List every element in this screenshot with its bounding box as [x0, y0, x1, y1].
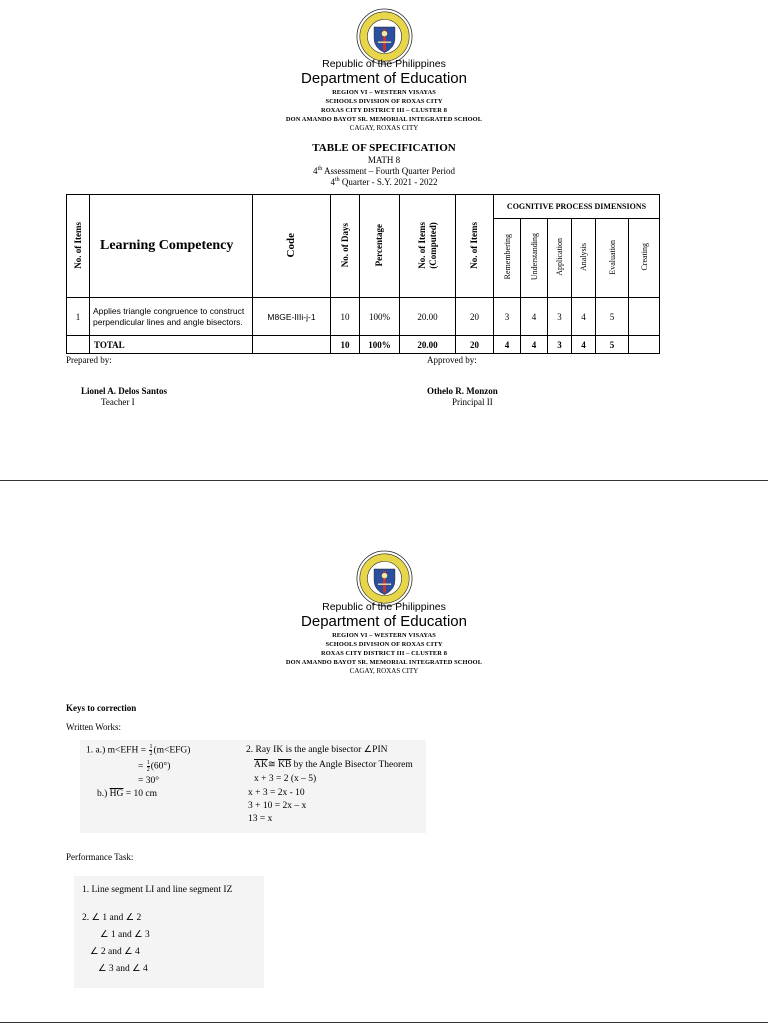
written-works-answers [80, 740, 426, 833]
school-text: DON AMANDO BAYOT SR. MEMORIAL INTEGRATED SCHOOL [285, 659, 483, 666]
row-understanding: 4 [521, 298, 548, 336]
tos-page [0, 0, 768, 480]
table-row [67, 298, 660, 336]
ww-answer-2-line4: x + 3 = 2x - 10 [248, 788, 305, 798]
pt-answer-2-line2: ∠ 1 and ∠ 3 [100, 930, 150, 940]
row-items: 20 [456, 298, 494, 336]
dim-header-evaluation: Evaluation [596, 219, 629, 298]
region-text: REGION VI – WESTERN VISAYAS [332, 89, 436, 96]
department-text: Department of Education [301, 613, 467, 630]
total-label: TOTAL [90, 336, 253, 354]
total-understanding: 4 [521, 336, 548, 354]
deped-seal-icon [356, 8, 413, 65]
row-code: M8GE-IIIi-j-1 [253, 298, 331, 336]
ww-answer-2-line2: $\overline{AK}≅$ $\overline{KB}$ by the Angle Bisector Theorem [254, 760, 413, 770]
approved-by-label: Approved by: [427, 355, 477, 365]
dim-header-analysis: Analysis [572, 219, 596, 298]
district-text: ROXAS CITY DISTRICT III – CLUSTER 8 [320, 650, 448, 657]
total-creating [629, 336, 660, 354]
prepared-by-label: Prepared by: [66, 355, 112, 365]
row-creating [629, 298, 660, 336]
approver-name: Othelo R. Monzon [427, 386, 498, 396]
dim-header-remembering: Remembering [494, 219, 521, 298]
total-remembering: 4 [494, 336, 521, 354]
ww-answer-2-line6: 13 = x [248, 814, 273, 824]
col-header-no-items-left: No. of Items [67, 195, 90, 298]
letterhead [0, 58, 768, 133]
ww-answer-2-line3: x + 3 = 2 (x – 5) [254, 774, 317, 784]
department-text: Department of Education [301, 70, 467, 87]
keys-title: Keys to correction [66, 703, 137, 713]
written-works-label: Written Works: [66, 722, 121, 732]
pt-answer-1: 1. Line segment LI and line segment IZ [82, 885, 233, 895]
col-header-computed: No. of Items (Computed) [400, 195, 456, 298]
tos-table [66, 194, 660, 354]
total-row [67, 336, 660, 354]
city-text: CAGAY, ROXAS CITY [349, 124, 419, 132]
tos-title: TABLE OF SPECIFICATION [312, 142, 456, 154]
row-days: 10 [331, 298, 360, 336]
ww-answer-1b: b.) $\overline{HG} = 10$ cm [97, 789, 157, 799]
dim-header-creating: Creating [629, 219, 660, 298]
region-text: REGION VI – WESTERN VISAYAS [332, 632, 436, 639]
total-computed: 20.00 [400, 336, 456, 354]
republic-text: Republic of the Philippines [322, 58, 446, 70]
tos-subject: MATH 8 [367, 155, 401, 165]
total-analysis: 4 [572, 336, 596, 354]
col-header-percentage: Percentage [360, 195, 400, 298]
preparer-name: Lionel A. Delos Santos [81, 386, 168, 396]
keys-page [0, 482, 768, 1023]
total-days: 10 [331, 336, 360, 354]
district-text: ROXAS CITY DISTRICT III – CLUSTER 8 [320, 107, 448, 114]
approver-title: Principal II [452, 397, 493, 407]
republic-text: Republic of the Philippines [322, 601, 446, 613]
division-text: SCHOOLS DIVISION OF ROXAS CITY [325, 641, 443, 648]
letterhead [0, 601, 768, 676]
ww-answer-1a-line1: 1. a.) m<EFH = $\frac{1}{2}$ (m<EFG) [86, 744, 191, 757]
dim-header-application: Application [548, 219, 572, 298]
division-text: SCHOOLS DIVISION OF ROXAS CITY [325, 98, 443, 105]
col-header-no-items: No. of Items [456, 195, 494, 298]
ww-answer-1a-line3: = 30° [138, 776, 160, 786]
city-text: CAGAY, ROXAS CITY [349, 667, 419, 675]
performance-task-label: Performance Task: [66, 852, 134, 862]
ww-answer-1a-line2: = $\frac{1}{2}$ (60°) [138, 760, 171, 773]
row-analysis: 4 [572, 298, 596, 336]
pt-answer-2-line1: 2. ∠ 1 and ∠ 2 [82, 913, 142, 923]
dim-header-understanding: Understanding [521, 219, 548, 298]
row-evaluation: 5 [596, 298, 629, 336]
deped-seal-icon [356, 550, 413, 607]
pt-answer-2-line4: ∠ 3 and ∠ 4 [98, 964, 148, 974]
total-items: 20 [456, 336, 494, 354]
row-remembering: 3 [494, 298, 521, 336]
school-text: DON AMANDO BAYOT SR. MEMORIAL INTEGRATED SCHOOL [285, 116, 483, 123]
tos-quarter: 4th Quarter - S.Y. 2021 - 2022 [330, 177, 438, 187]
total-percentage: 100% [360, 336, 400, 354]
col-header-no-days: No. of Days [331, 195, 360, 298]
col-header-cognitive-dimensions: COGNITIVE PROCESS DIMENSIONS [494, 195, 660, 219]
page-divider [0, 1022, 768, 1023]
total-application: 3 [548, 336, 572, 354]
preparer-title: Teacher I [101, 397, 135, 407]
pt-answer-2-line3: ∠ 2 and ∠ 4 [90, 947, 140, 957]
page-divider [0, 480, 768, 481]
row-number: 1 [67, 298, 90, 336]
row-computed: 20.00 [400, 298, 456, 336]
ww-answer-2-line1: 2. Ray IK is the angle bisector ∠PIN [246, 745, 388, 755]
col-header-learning-competency: Learning Competency [90, 195, 253, 298]
tos-assessment: 4th Assessment – Fourth Quarter Period [313, 166, 455, 176]
row-competency: Applies triangle congruence to construct perpendicular lines and angle bisectors. [90, 298, 253, 336]
total-evaluation: 5 [596, 336, 629, 354]
tos-title-block [0, 141, 768, 188]
row-percentage: 100% [360, 298, 400, 336]
col-header-code: Code [253, 195, 331, 298]
row-application: 3 [548, 298, 572, 336]
ww-answer-2-line5: 3 + 10 = 2x – x [248, 801, 307, 811]
performance-task-answers [74, 876, 264, 988]
